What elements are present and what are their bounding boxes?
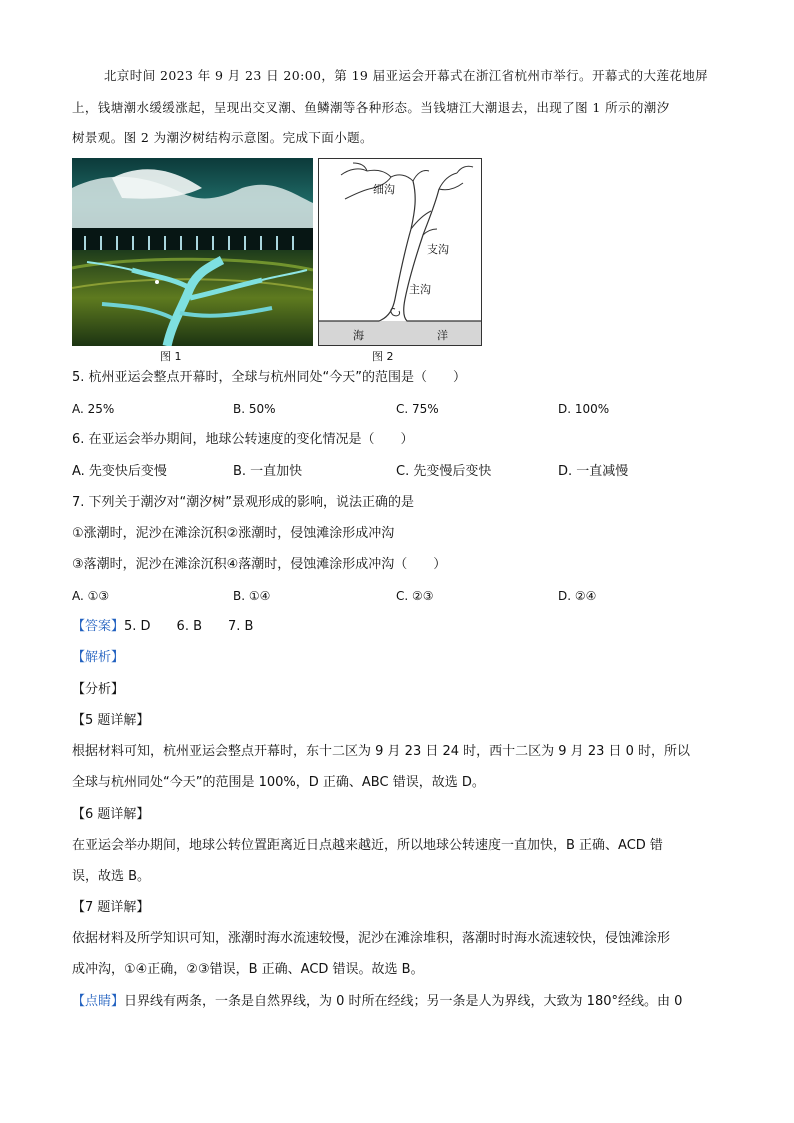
q6-detail-line-2: 误，故选 B。 — [72, 869, 151, 884]
q7-option-b: B. ①④ — [233, 589, 271, 603]
q7-detail-line-1: 依据材料及所学知识可知，涨潮时海水流速较慢，泥沙在滩涂堆积，落潮时时海水流速较快，侵蚀滩涂形 — [72, 931, 671, 946]
dianjing-tag: 【点睛】 — [72, 994, 125, 1009]
q7-detail-line-2: 成冲沟，①④正确，②③错误，B 正确、ACD 错误。故选 B。 — [72, 962, 424, 977]
question-7-statement-2: ③落潮时，泥沙在滩涂沉积④落潮时，侵蚀滩涂形成冲沟（ ） — [72, 557, 447, 572]
q6-detail-title: 【6 题详解】 — [72, 807, 150, 822]
figure-2-diagram — [318, 158, 482, 346]
dianjing-line — [72, 992, 682, 1012]
intro-line-1: 北京时间 2023 年 9 月 23 日 20:00，第 19 届亚运会开幕式在浙江省杭州市举行。开幕式的大莲花地屏 — [104, 68, 709, 83]
intro-line-3: 树景观。图 2 为潮汐树结构示意图。完成下面小题。 — [72, 130, 373, 145]
question-5-stem: 5. 杭州亚运会整点开幕时，全球与杭州同处“今天”的范围是（ ） — [72, 370, 467, 385]
q6-option-c: C. 先变慢后变快 — [396, 464, 492, 479]
intro-line-2: 上，钱塘潮水缓缓涨起，呈现出交叉潮、鱼鳞潮等各种形态。当钱塘江大潮退去，出现了图 1 所示的潮汐 — [72, 100, 670, 115]
question-7-statement-1: ①涨潮时，泥沙在滩涂沉积②涨潮时，侵蚀滩涂形成冲沟 — [72, 526, 395, 541]
dianjing-text: 日界线有两条，一条是自然界线，为 0 时所在经线；另一条是人为界线，大致为 180°经线。由 0 — [124, 994, 683, 1009]
fenxi-tag: 【分析】 — [72, 682, 125, 697]
q6-option-a: A. 先变快后变慢 — [72, 464, 167, 479]
q5-option-d: D. 100% — [558, 402, 610, 416]
figure-1-caption: 图 1 — [160, 350, 182, 363]
analysis-tag: 【解析】 — [72, 650, 125, 665]
label-branch-gully: 支沟 — [427, 243, 449, 256]
q7-option-a: A. ①③ — [72, 589, 110, 603]
q7-detail-title: 【7 题详解】 — [72, 900, 150, 915]
question-6-stem: 6. 在亚运会举办期间，地球公转速度的变化情况是（ ） — [72, 432, 414, 447]
label-ocean: 洋 — [437, 329, 448, 342]
q7-option-d: D. ②④ — [558, 589, 597, 603]
answer-text: 5. D 6. B 7. B — [124, 619, 254, 634]
answer-line — [72, 617, 253, 637]
q6-option-b: B. 一直加快 — [233, 464, 303, 479]
answer-tag: 【答案】 — [72, 619, 125, 634]
q5-detail-title: 【5 题详解】 — [72, 713, 150, 728]
q7-option-c: C. ②③ — [396, 589, 434, 603]
q6-option-d: D. 一直减慢 — [558, 464, 629, 479]
q5-detail-line-2: 全球与杭州同处“今天”的范围是 100%，D 正确、ABC 错误，故选 D。 — [72, 775, 485, 790]
q5-option-c: C. 75% — [396, 402, 439, 416]
q5-option-b: B. 50% — [233, 402, 276, 416]
q5-option-a: A. 25% — [72, 402, 115, 416]
q6-detail-line-1: 在亚运会举办期间，地球公转位置距离近日点越来越近，所以地球公转速度一直加快，B 正确、ACD 错 — [72, 838, 663, 853]
label-main-gully: 主沟 — [409, 283, 431, 296]
label-sea: 海 — [353, 329, 364, 342]
q5-detail-line-1: 根据材料可知，杭州亚运会整点开幕时，东十二区为 9 月 23 日 24 时，西十二区为 9 月 23 日 0 时，所以 — [72, 744, 691, 759]
figure-1-photo — [72, 158, 313, 346]
label-fine-gully: 细沟 — [373, 183, 395, 196]
question-7-stem: 7. 下列关于潮汐对“潮汐树”景观形成的影响，说法正确的是 — [72, 495, 415, 510]
figure-2-caption: 图 2 — [372, 350, 394, 363]
